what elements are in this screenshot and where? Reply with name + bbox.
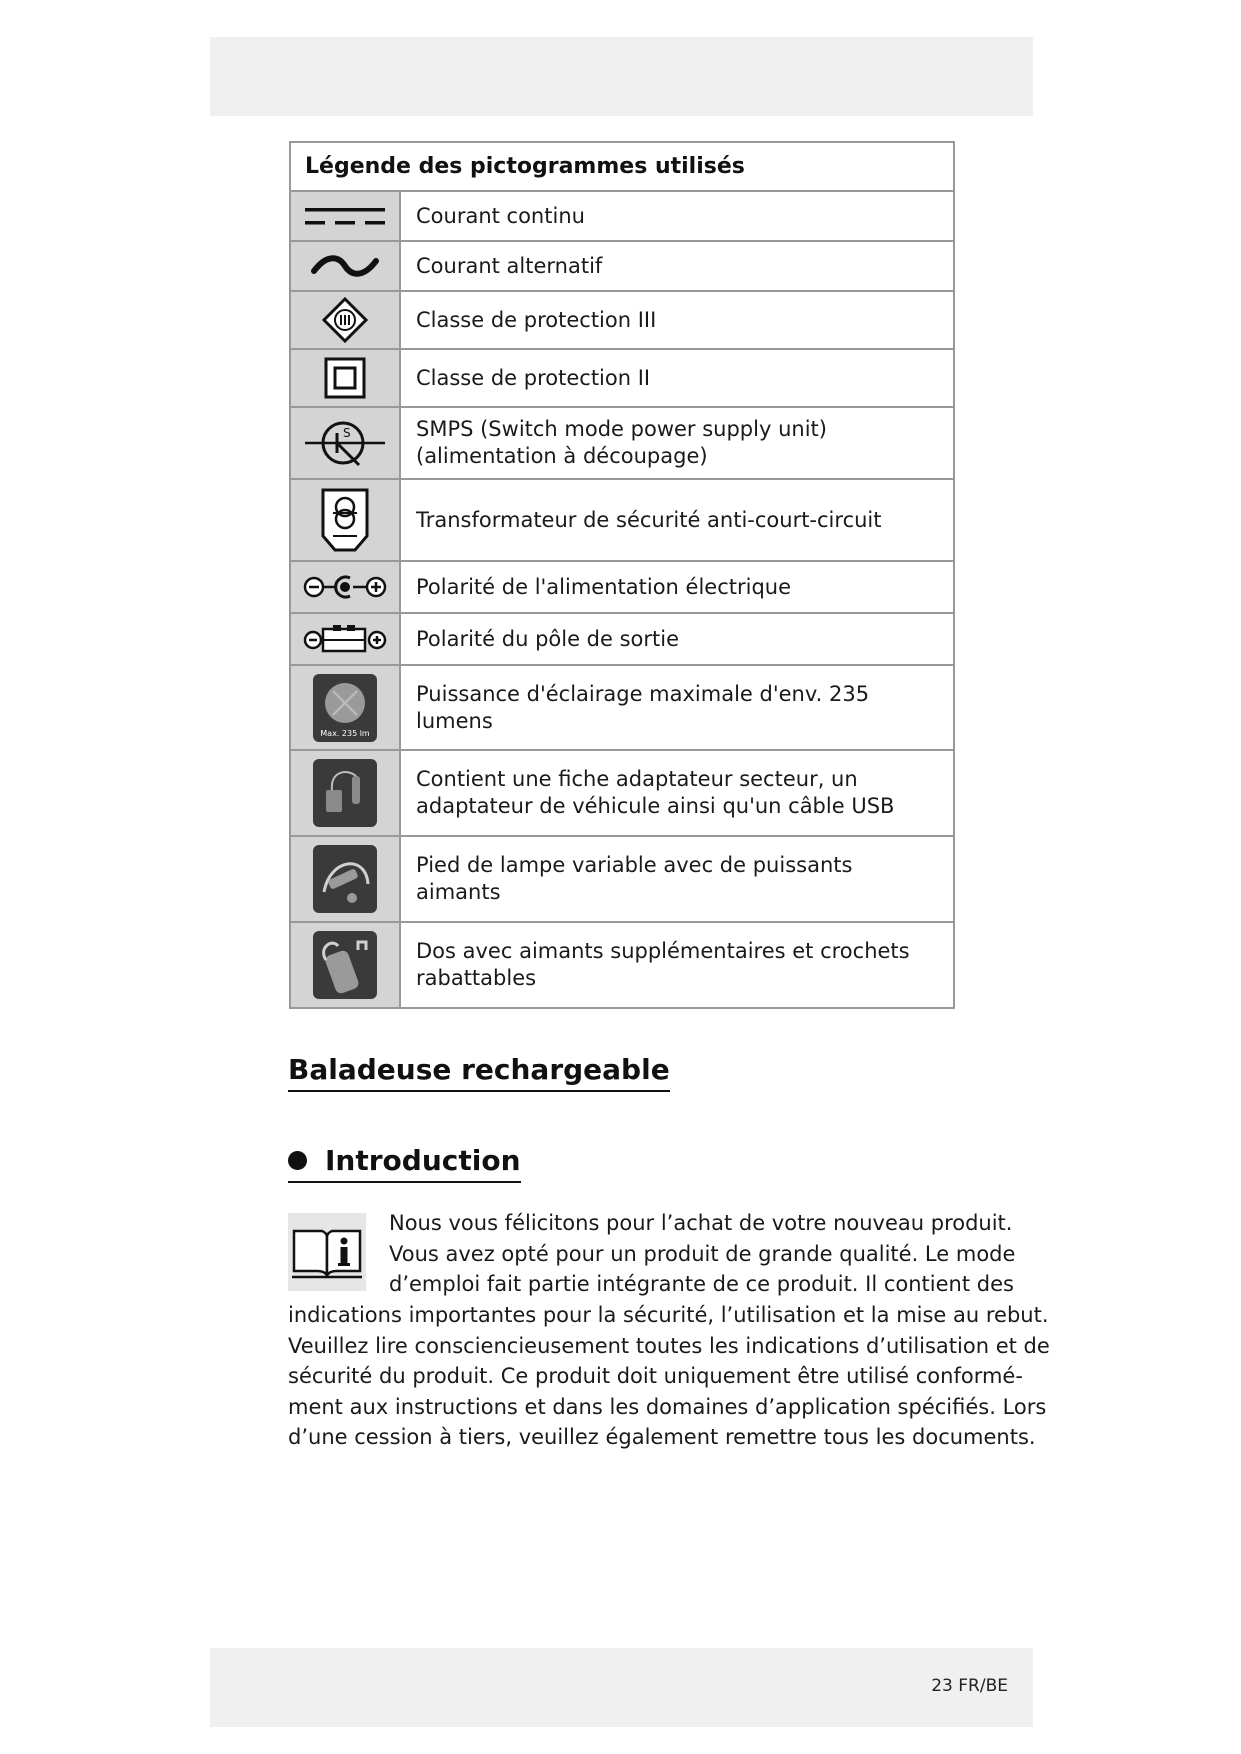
- legend-label: Polarité de l'alimentation électrique: [416, 574, 792, 599]
- section-heading: [288, 1144, 521, 1183]
- manual-info-icon: [288, 1213, 366, 1295]
- legend-label: Classe de protection III: [416, 307, 657, 332]
- lumens-icon: [291, 666, 401, 749]
- bullet-icon: [288, 1151, 307, 1170]
- legend-row: [291, 666, 953, 751]
- legend-label: Transformateur de sécurité anti-court-circuit: [416, 507, 882, 532]
- paragraph-line: sécurité du produit. Ce produit doit uniquement être utilisé conformé-: [288, 1364, 1023, 1388]
- intro-text-rest: [288, 1300, 1050, 1453]
- paragraph-line: d’une cession à tiers, veuillez également remettre tous les documents.: [288, 1425, 1036, 1449]
- svg-text:S: S: [343, 426, 351, 440]
- product-heading: Baladeuse rechargeable: [288, 1053, 670, 1092]
- adapters-icon: [291, 751, 401, 835]
- legend-row: [291, 751, 953, 837]
- pictogram-legend-table: [289, 141, 955, 1009]
- legend-label: SMPS (Switch mode power supply unit) (alimentation à découpage): [416, 417, 827, 468]
- magnetic-stand-icon: [291, 837, 401, 921]
- smps-icon: [291, 408, 401, 478]
- legend-row: [291, 292, 953, 350]
- magnets-hooks-icon: [291, 923, 401, 1007]
- lumens-icon-caption: Max. 235 lm: [320, 728, 370, 738]
- legend-label: Courant continu: [416, 203, 585, 228]
- output-polarity-icon: [291, 614, 401, 664]
- legend-label: Contient une fiche adaptateur secteur, un adaptateur de véhicule ainsi qu'un câble USB: [416, 767, 895, 818]
- legend-label: Puissance d'éclairage maximale d'env. 235 lumens: [416, 681, 870, 733]
- legend-row: [291, 480, 953, 562]
- legend-label: Polarité du pôle de sortie: [416, 626, 680, 651]
- paragraph-line: Veuillez lire consciencieusement toutes les indications d’utilisation et de: [288, 1333, 1050, 1358]
- power-polarity-icon: [291, 562, 401, 612]
- legend-row: [291, 242, 953, 292]
- paragraph-line: d’emploi fait partie intégrante de ce produit. Il contient des: [389, 1272, 1014, 1296]
- section-title: Introduction: [325, 1144, 521, 1177]
- paragraph-line: Vous avez opté pour un produit de grande qualité. Le mode: [389, 1241, 1016, 1266]
- legend-label: Dos avec aimants supplémentaires et crochets rabattables: [416, 939, 910, 990]
- alternating-current-icon: [291, 242, 401, 290]
- protection-class-3-icon: [291, 292, 401, 348]
- footer-band: [210, 1648, 1033, 1727]
- legend-title: Légende des pictogrammes utilisés: [291, 143, 953, 192]
- legend-row: [291, 350, 953, 408]
- legend-label: Pied de lampe variable avec de puissants aimants: [416, 853, 853, 904]
- legend-row: [291, 837, 953, 923]
- intro-text-first: [389, 1208, 1016, 1300]
- legend-label: Classe de protection II: [416, 365, 651, 390]
- legend-row: [291, 408, 953, 480]
- paragraph-line: Nous vous félicitons pour l’achat de votre nouveau produit.: [389, 1211, 1013, 1235]
- legend-row: [291, 614, 953, 666]
- legend-row: [291, 192, 953, 242]
- safety-transformer-icon: [291, 480, 401, 560]
- legend-row: [291, 923, 953, 1007]
- paragraph-line: ment aux instructions et dans les domaines d’application spécifiés. Lors: [288, 1394, 1047, 1419]
- page-number: 23 FR/BE: [931, 1676, 1008, 1696]
- header-band: [210, 37, 1033, 116]
- legend-label: Courant alternatif: [416, 253, 603, 278]
- direct-current-icon: [291, 192, 401, 240]
- legend-row: [291, 562, 953, 614]
- protection-class-2-icon: [291, 350, 401, 406]
- paragraph-line: indications importantes pour la sécurité, l’utilisation et la mise au rebut.: [288, 1303, 1049, 1327]
